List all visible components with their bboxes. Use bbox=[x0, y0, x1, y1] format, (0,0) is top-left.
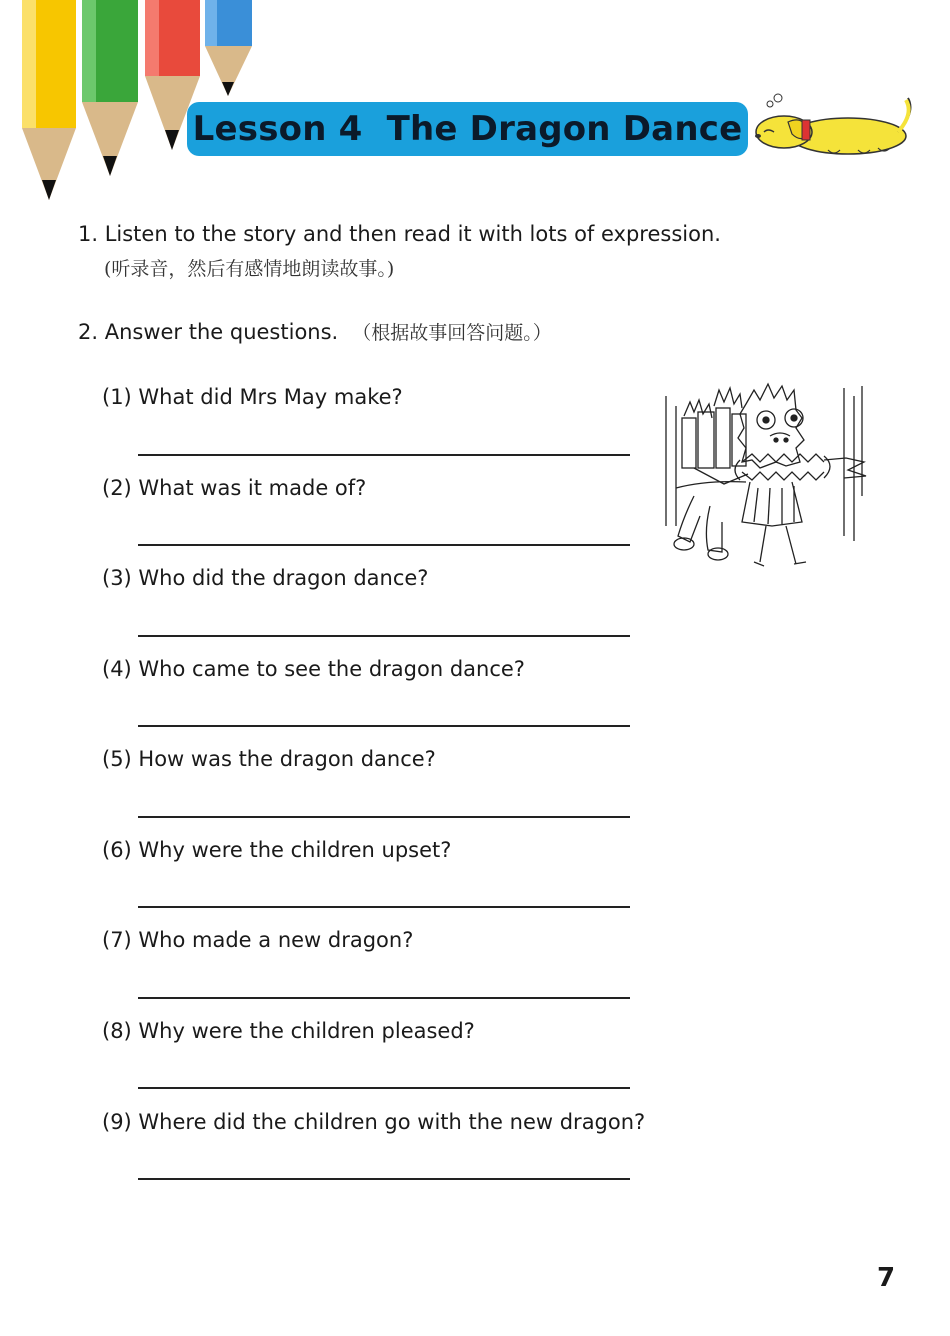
instruction-answer-chinese: （根据故事回答问题。） bbox=[352, 322, 552, 344]
answer-line-2[interactable] bbox=[138, 544, 630, 546]
answer-line-5[interactable] bbox=[138, 816, 630, 818]
instruction-answer-text: 2. Answer the questions. bbox=[78, 320, 339, 344]
answer-line-3[interactable] bbox=[138, 635, 630, 637]
answer-line-8[interactable] bbox=[138, 1087, 630, 1089]
question-6: (6) Why were the children upset? bbox=[102, 838, 452, 862]
instruction-answer bbox=[78, 318, 552, 345]
answer-line-4[interactable] bbox=[138, 725, 630, 727]
question-3: (3) Who did the dragon dance? bbox=[102, 566, 429, 590]
instruction-listen-chinese: (听录音，然后有感情地朗读故事。) bbox=[104, 258, 395, 280]
answer-line-9[interactable] bbox=[138, 1178, 630, 1180]
question-9: (9) Where did the children go with the new dragon? bbox=[102, 1110, 646, 1134]
answer-line-7[interactable] bbox=[138, 997, 630, 999]
page-number: 7 bbox=[877, 1263, 896, 1293]
lesson-title: Lesson 4 The Dragon Dance bbox=[192, 109, 743, 149]
lesson-title-banner bbox=[187, 102, 748, 156]
question-4: (4) Who came to see the dragon dance? bbox=[102, 657, 525, 681]
sleeping-dog-icon bbox=[748, 92, 918, 162]
question-8: (8) Why were the children pleased? bbox=[102, 1019, 475, 1043]
dragon-dance-illustration bbox=[654, 376, 880, 572]
instruction-listen: 1. Listen to the story and then read it with lots of expression. bbox=[78, 222, 721, 246]
answer-line-6[interactable] bbox=[138, 906, 630, 908]
question-1: (1) What did Mrs May make? bbox=[102, 385, 403, 409]
question-7: (7) Who made a new dragon? bbox=[102, 928, 414, 952]
question-2: (2) What was it made of? bbox=[102, 476, 367, 500]
question-5: (5) How was the dragon dance? bbox=[102, 747, 436, 771]
answer-line-1[interactable] bbox=[138, 454, 630, 456]
